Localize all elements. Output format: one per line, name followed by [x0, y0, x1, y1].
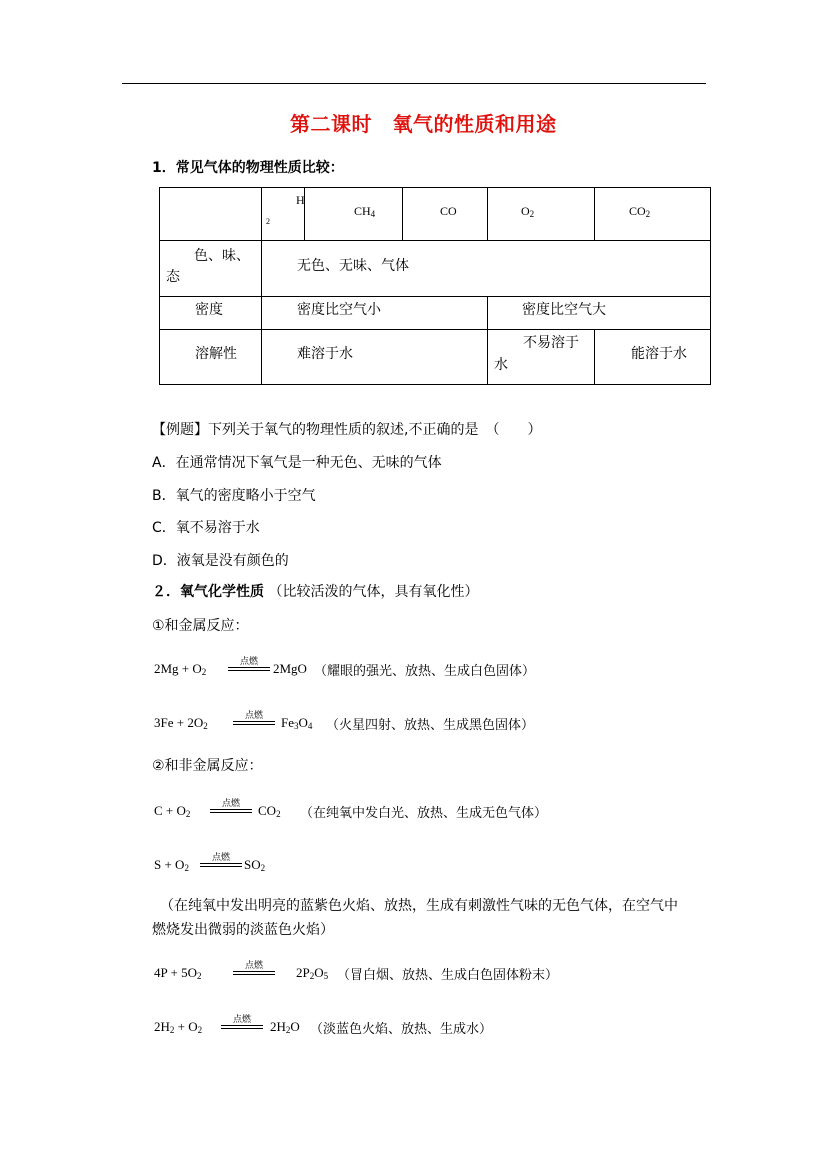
- reaction-p-lhs: $4P + 5O_2$: [154, 965, 202, 981]
- example-option-b: B．氧气的密度略小于空气: [152, 488, 316, 504]
- row-label-density: 密度: [195, 302, 223, 318]
- reaction-h2-arrow: 点燃: [221, 1013, 265, 1033]
- reaction-mg-lhs: $2Mg + O_2$: [154, 661, 207, 677]
- header-o2: $O_2$: [521, 204, 535, 219]
- nonmetal-reaction-title: ②和非金属反应：: [152, 758, 263, 774]
- reaction-mg-desc: （耀眼的强光、放热、生成白色固体）: [314, 664, 536, 679]
- gas-property-table: [159, 187, 711, 385]
- reaction-c-arrow: 点燃: [210, 797, 252, 817]
- reaction-fe-rhs: $Fe_3O_4$: [281, 715, 313, 731]
- cell-soluble: 能溶于水: [631, 346, 687, 362]
- reaction-s-arrow: 点燃: [200, 851, 244, 871]
- cell-density-low: 密度比空气小: [297, 302, 381, 318]
- header-ch4: $CH_4$: [354, 204, 376, 219]
- row-label-appearance-1: 色、味、: [194, 248, 250, 264]
- example-option-a: A．在通常情况下氧气是一种无色、无味的气体: [152, 455, 442, 471]
- reaction-p-arrow: 点燃: [233, 959, 275, 979]
- header-co: CO: [440, 204, 457, 218]
- reaction-s-rhs: $SO_2$: [244, 857, 266, 873]
- reaction-fe-lhs: $3Fe + 2O_2$: [154, 715, 208, 731]
- section-2-heading: ２．氧气化学性质 （比较活泼的气体，具有氧化性）: [152, 584, 479, 600]
- reaction-fe-desc: （火星四射、放热、生成黑色固体）: [326, 718, 535, 733]
- metal-reaction-title: ①和金属反应：: [152, 618, 249, 634]
- header-h: H: [296, 193, 305, 207]
- header-h-sub: 2: [266, 217, 270, 226]
- sulfur-note-line-1: （在纯氧中发出明亮的蓝紫色火焰、放热，生成有刺激性气味的无色气体，在空气中: [160, 898, 678, 914]
- reaction-c-desc: （在纯氧中发白光、放热、生成无色气体）: [300, 806, 548, 821]
- reaction-s-lhs: $S + O_2$: [154, 857, 189, 873]
- page-title: 第二课时 氧气的性质和用途: [290, 112, 557, 136]
- cell-insoluble: 难溶于水: [297, 346, 353, 362]
- reaction-p-desc: （冒白烟、放热、生成白色固体粉末）: [337, 968, 559, 983]
- reaction-h2-rhs: $2H_2O$: [270, 1019, 300, 1035]
- reaction-c-lhs: $C + O_2$: [154, 803, 191, 819]
- reaction-h2-desc: （淡蓝色火焰、放热、生成水）: [310, 1022, 493, 1037]
- section-1-heading: 1．常见气体的物理性质比较：: [152, 160, 344, 176]
- cell-appearance: 无色、无味、气体: [297, 258, 409, 274]
- reaction-c-rhs: $CO_2$: [258, 803, 281, 819]
- example-option-d: D．液氧是没有颜色的: [152, 553, 289, 569]
- example-option-c: C．氧不易溶于水: [152, 520, 260, 536]
- reaction-mg-rhs: 2MgO: [273, 661, 307, 676]
- header-rule: [122, 83, 706, 84]
- reaction-mg-arrow: 点燃: [228, 655, 270, 675]
- reaction-h2-lhs: $2H_2 + O_2$: [154, 1019, 203, 1035]
- reaction-fe-arrow: 点燃: [233, 709, 275, 729]
- sulfur-note-line-2: 燃烧发出微弱的淡蓝色火焰）: [152, 922, 334, 938]
- cell-slightly-soluble-2: 水: [494, 357, 508, 373]
- example-question: 【例题】下列关于氧气的物理性质的叙述,不正确的是 （ ）: [152, 422, 542, 438]
- cell-slightly-soluble-1: 不易溶于: [523, 335, 579, 351]
- row-label-appearance-2: 态: [166, 269, 180, 285]
- cell-density-high: 密度比空气大: [522, 302, 606, 318]
- header-co2: $CO_2$: [629, 204, 651, 219]
- row-label-solubility: 溶解性: [195, 346, 237, 362]
- reaction-p-rhs: $2P_2O_5$: [296, 965, 329, 981]
